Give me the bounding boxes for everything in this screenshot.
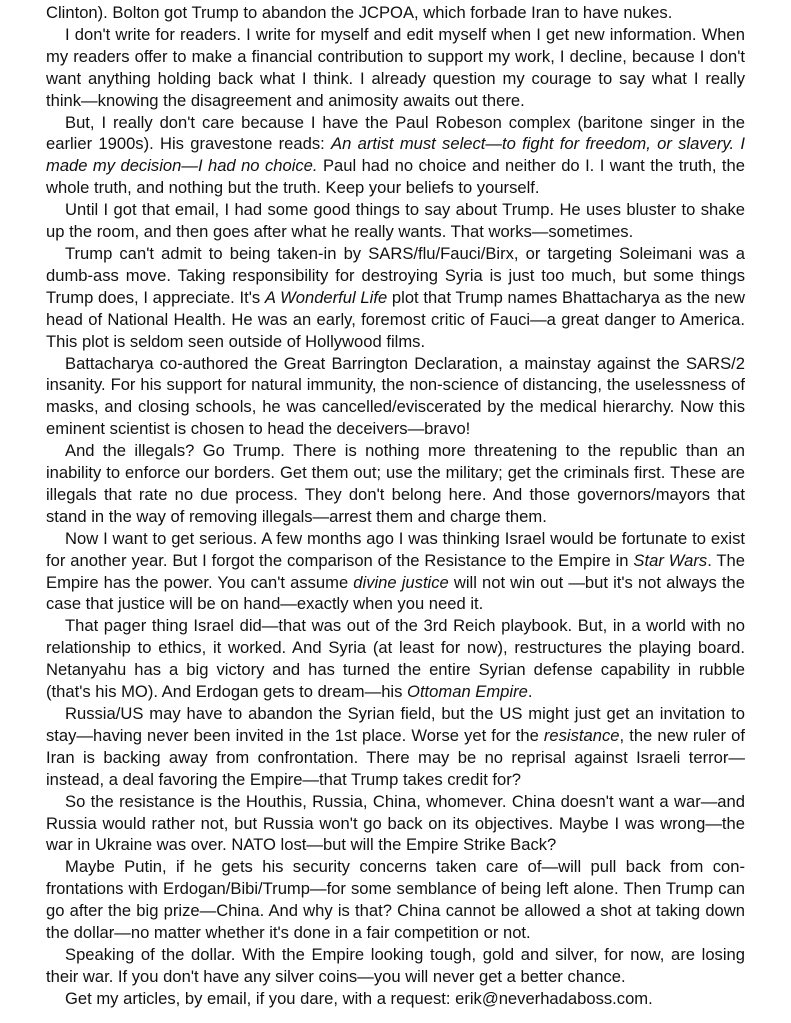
paragraph [46,2,745,24]
text-run: But, I really don't care because I have the Paul Robeson complex (baritone singer in the earlier 1900s). His gravestone reads: [46,112,745,154]
text-run: Until I got that email, I had some good things to say about Trump. He uses bluster to shake up the room, and then goes after what he really wants. That works—sometimes. [46,200,745,242]
paragraph [46,353,745,441]
paragraph [46,24,745,112]
text-run: Clinton). Bolton got Trump to abandon the JCPOA, which forbade Iran to have nukes. [46,3,673,22]
paragraph [46,944,745,988]
text-run: Get my articles, by email, if you dare, with a request: erik@neverhadaboss.com. [65,988,653,1008]
text-run: Now I want to get serious. A few months ago I was thinking Israel would be fortunate to exist for another year. But I forgot the comparison of the Resistance to the Empire in [46,528,745,570]
text-run: . The Empire has the power. You can't assume [46,550,746,592]
italic-text: An artist must select—to fight for freedom, or slavery. I made my decision—I had no choice. [46,134,745,176]
article-body [46,2,745,1010]
text-run: So the resistance is the Houthis, Russia, China, whomever. China doesn't want a war—and Russia would rather not, but Russia won't go back on its objectives. Maybe I was wrong—the war in Ukraine was over. NATO lost—but will the Empire Strike Back? [46,791,745,855]
text-run: Paul had no choice and neither do I. I want the truth, the whole truth, and nothing but the truth. Keep your beliefs to yourself. [46,156,745,198]
paragraph [46,243,745,353]
italic-text: Star Wars [633,550,708,570]
text-run: I don't write for readers. I write for myself and edit myself when I get new information. When my readers offer to make a financial contribution to support my work, I decline, because I don't want anything holding back what I think. I already question my courage to say what I really think—knowing the disagreement and animosity awaits out there. [46,24,745,110]
text-run: Battacharya co-authored the Great Barrington Declaration, a mainstay against the SARS/2 insanity. For his support for natural immunity, the non-science of distancing, the uselessness of masks, and closing schools, he was cancelled/eviscerated by the medical hierarchy. Now this eminent scientist is chosen to head the deceivers—bravo! [46,353,745,439]
paragraph [46,199,745,243]
paragraph [46,791,745,857]
paragraph [46,703,745,791]
italic-text: divine justice [353,572,449,592]
text-run: Speaking of the dollar. With the Empire looking tough, gold and silver, for now, are losing their war. If you don't have any silver coins—you will never get a better chance. [46,944,745,986]
paragraph [46,988,745,1010]
italic-text: resistance [543,725,620,745]
text-run: And the illegals? Go Trump. There is nothing more threatening to the republic than an inability to enforce our borders. Get them out; use the military; get the criminals first. These are illegals that rate no due process. They don't belong here. And those governors/mayors that stand in the way of removing illegals—arrest them and charge them. [46,441,745,526]
italic-text: Ottoman Empire [407,682,528,702]
italic-text: A Wonderful Life [264,287,388,307]
paragraph [46,440,745,528]
paragraph [46,856,745,944]
paragraph [46,112,745,200]
text-run: Maybe Putin, if he gets his security concerns taken care of—will pull back from confrontations with Erdogan/Bibi/Trump—for some semblance of being left alone. Then Trump can go after the big prize—China. And why is that? China cannot be allowed a shot at taking down the dollar—no matter whether it's done in a fair competition or not. [46,857,745,943]
text-run: Russia/US may have to abandon the Syrian field, but the US might just get an invitation to stay—having never been invited in the 1st place. Worse yet for the [46,704,745,745]
text-run: That pager thing Israel did—that was out of the 3rd Reich playbook. But, in a world with no relationship to ethics, it worked. And Syria (at least for now), restructures the playing board. Netanyahu has a big victory and has turned the entire Syrian defense capability in rubble (that's his MO). And Erdogan gets to dream—his [46,616,745,702]
paragraph [46,615,745,703]
paragraph [46,528,745,616]
text-run: , the new ruler of Iran is backing away from confrontation. There may be no reprisal against Israeli terror—instead, a deal favoring the Empire—that Trump takes credit for? [46,725,745,789]
text-run: . [527,682,533,702]
text-run: will not win out —but it's not always the case that justice will be on hand—exactly when you need it. [46,572,745,614]
text-run: plot that Trump names Bhattacharya as the new head of National Health. He was an early, foremost critic of Fauci—a great danger to America. This plot is seldom seen outside of Hollywood films. [46,287,745,351]
text-run: Trump can't admit to being taken-in by SARS/flu/Fauci/Birx, or targeting Soleimani was a dumb-ass move. Taking responsibility for destroying Syria is just too much, but some things Trump does, I appreciate. It's [46,243,745,307]
